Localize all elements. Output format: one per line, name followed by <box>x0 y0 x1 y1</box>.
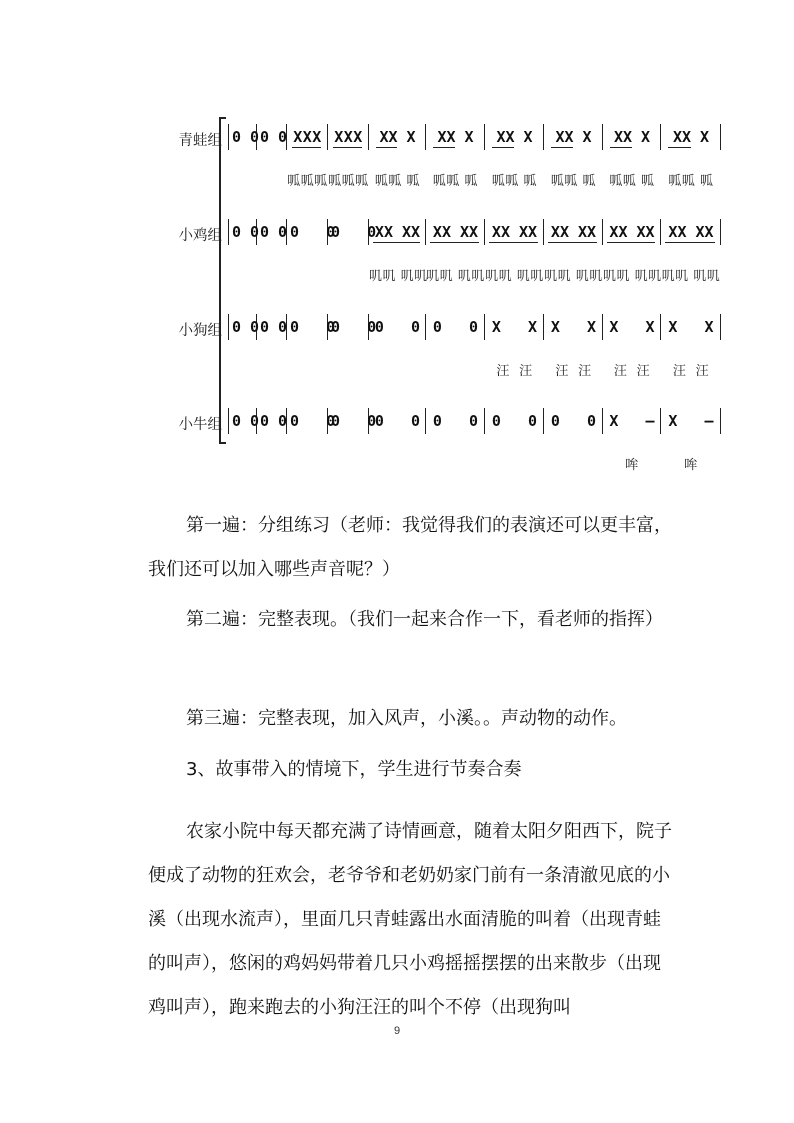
lyric-text: 呱呱 呱 <box>432 174 479 189</box>
rhythm-measure: XX X <box>613 128 651 146</box>
paragraph-third-pass: 第三遍：完整表现，加入风声，小溪。。声动物的动作。 <box>186 708 627 729</box>
note-beam <box>292 147 321 148</box>
lyric-text: 叽叽 叽叽 <box>544 269 603 284</box>
rhythm-measure: 0 0 <box>232 318 260 336</box>
barline <box>543 124 544 150</box>
section-heading: 3、故事带入的情境下，学生进行节奏合奏 <box>186 759 522 780</box>
barline <box>602 219 603 245</box>
barline <box>720 124 721 150</box>
rhythm-measure: XX X <box>437 128 474 146</box>
rhythm-measure: X X <box>668 318 714 336</box>
rhythm-measure: XX XX <box>550 223 597 241</box>
rhythm-measure: XX X <box>555 128 592 146</box>
story-paragraph: 农家小院中每天都充满了诗情画意，随着太阳夕阳西下，院子便成了动物的狂欢会，老爷爷和老奶奶家门前有一条清澈见底的小溪（出现水流声），里面几只青蛙露出水面清脆的叫着（出现青蛙的叫声），悠闲的鸡妈妈带着几只小鸡摇摇摆摆的出来散步（出现鸡叫声），跑来跑去的小狗汪汪的叫个不停（出现狗叫 <box>148 821 672 1018</box>
group-label: 小狗组 <box>178 323 222 339</box>
barline <box>660 408 661 434</box>
paragraph-first-pass: 第一遍：分组练习（老师：我觉得我们的表演还可以更丰富，我们还可以加入哪些声音呢？） <box>148 515 672 580</box>
lyric-text: 汪 汪 <box>496 364 533 379</box>
note-beam <box>548 242 597 243</box>
lyric-text: 汪 汪 <box>613 364 651 379</box>
rhythm-measure: 0 0 <box>290 223 336 241</box>
lyric-text: 叽叽 叽叽 <box>426 269 485 284</box>
note-beam <box>489 242 538 243</box>
rhythm-measure: 0 0 <box>331 412 377 430</box>
score-bracket <box>219 117 226 444</box>
lyric-text: 呱呱 呱 <box>668 174 714 189</box>
rhythm-measure: 0 0 <box>331 318 377 336</box>
rhythm-measure: X X <box>550 318 597 336</box>
rhythm-measure: XX XX <box>491 223 538 241</box>
rhythm-measure: 0 0 <box>432 412 479 430</box>
barline <box>368 124 369 150</box>
barline <box>543 314 544 340</box>
lyric-text: 呱呱 呱 <box>491 174 538 189</box>
rhythm-measure: 0 0 <box>232 128 260 146</box>
barline <box>425 314 426 340</box>
lyric-text: 呱呱呱 <box>328 174 369 189</box>
rhythm-measure: XX XX <box>374 223 421 241</box>
note-beam <box>373 242 420 243</box>
barline <box>228 408 229 434</box>
lyric-text: 哞 <box>684 458 698 473</box>
barline <box>720 408 721 434</box>
lyric-text: 汪 汪 <box>555 364 592 379</box>
rhythm-measure: X – <box>609 412 655 430</box>
barline <box>484 219 485 245</box>
rhythm-measure: XXX <box>293 128 322 146</box>
barline <box>425 124 426 150</box>
rhythm-measure: 0 0 <box>232 412 260 430</box>
barline <box>327 124 328 150</box>
barline <box>543 219 544 245</box>
barline <box>602 314 603 340</box>
lyric-text: 呱呱呱 <box>287 174 328 189</box>
rhythm-measure: 0 0 <box>550 412 597 430</box>
rhythm-measure: X – <box>668 412 714 430</box>
group-label: 青蛙组 <box>178 133 222 149</box>
note-beam <box>668 147 691 148</box>
barline <box>602 124 603 150</box>
barline <box>425 219 426 245</box>
barline <box>543 408 544 434</box>
barline <box>660 314 661 340</box>
note-beam <box>333 147 362 148</box>
rhythm-measure: 0 0 <box>432 318 479 336</box>
note-beam <box>610 147 632 148</box>
rhythm-measure: X X <box>491 318 538 336</box>
rhythm-measure: XX X <box>496 128 533 146</box>
lyric-text: 叽叽 叽叽 <box>661 269 721 284</box>
rhythm-measure: 0 0 <box>374 412 421 430</box>
note-beam <box>665 242 715 243</box>
note-beam <box>551 147 573 148</box>
group-label: 小牛组 <box>178 417 222 433</box>
barline <box>660 219 661 245</box>
barline <box>602 408 603 434</box>
rhythm-measure: 0 0 <box>232 223 260 241</box>
note-beam <box>607 242 655 243</box>
barline <box>720 219 721 245</box>
lyric-text: 叽叽 叽叽 <box>485 269 544 284</box>
rhythm-measure: 0 0 <box>260 412 288 430</box>
group-label: 小鸡组 <box>178 228 222 244</box>
rhythm-measure: XXX <box>334 128 363 146</box>
note-beam <box>433 147 455 148</box>
rhythm-measure: X X <box>609 318 655 336</box>
barline <box>228 124 229 150</box>
paragraph-second-pass: 第二遍：完整表现。（我们一起来合作一下，看老师的指挥） <box>186 609 663 630</box>
rhythm-score <box>0 0 794 490</box>
rhythm-measure: XX X <box>379 128 416 146</box>
rhythm-measure: 0 0 <box>290 412 336 430</box>
rhythm-measure: 0 0 <box>290 318 336 336</box>
rhythm-measure: 0 0 <box>331 223 377 241</box>
barline <box>660 124 661 150</box>
rhythm-measure: 0 0 <box>260 128 288 146</box>
page-number: 9 <box>393 1025 401 1037</box>
rhythm-measure: 0 0 <box>374 318 421 336</box>
lyric-text: 哞 <box>625 458 639 473</box>
barline <box>484 124 485 150</box>
barline <box>484 408 485 434</box>
lyric-text: 呱呱 呱 <box>374 174 421 189</box>
rhythm-measure: 0 0 <box>260 318 288 336</box>
rhythm-measure: XX X <box>672 128 710 146</box>
lyric-text: 呱呱 呱 <box>609 174 655 189</box>
rhythm-measure: 0 0 <box>260 223 288 241</box>
barline <box>228 314 229 340</box>
note-beam <box>376 147 397 148</box>
barline <box>720 314 721 340</box>
lyric-text: 汪 汪 <box>672 364 710 379</box>
lyric-text: 呱呱 呱 <box>550 174 597 189</box>
barline <box>425 408 426 434</box>
note-beam <box>430 242 479 243</box>
barline <box>484 314 485 340</box>
rhythm-measure: XX XX <box>432 223 479 241</box>
lyric-text: 叽叽 叽叽 <box>369 269 428 284</box>
barline <box>228 219 229 245</box>
rhythm-measure: XX XX <box>668 223 714 241</box>
rhythm-measure: XX XX <box>609 223 655 241</box>
note-beam <box>492 147 514 148</box>
rhythm-measure: 0 0 <box>491 412 538 430</box>
lyric-text: 叽叽 叽叽 <box>603 269 662 284</box>
